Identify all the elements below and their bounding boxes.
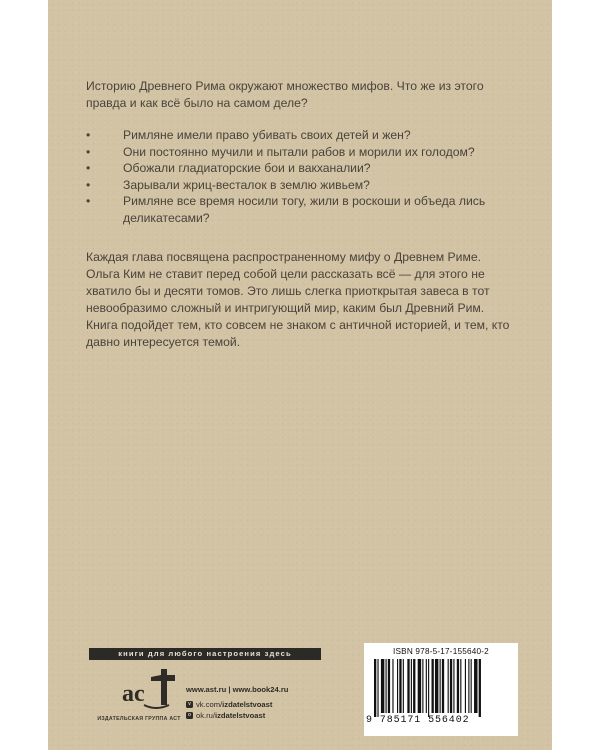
publisher-name: ИЗДАТЕЛЬСКАЯ ГРУППА АСТ <box>97 716 181 722</box>
list-item-text: Они постоянно мучили и пытали рабов и морили их голодом? <box>123 144 475 159</box>
vk-handle: izdatelstvoast <box>222 700 273 709</box>
ok-icon: o <box>187 712 192 718</box>
barcode-icon <box>374 659 510 717</box>
ast-logo-icon <box>89 667 189 715</box>
barcode-block <box>364 643 518 736</box>
vk-icon: v <box>186 701 193 708</box>
website-links[interactable]: www.ast.ru | www.book24.ru <box>186 685 289 694</box>
book-back-cover <box>48 0 552 750</box>
bullet-point: • <box>86 144 91 159</box>
ok-prefix: ok.ru/ <box>196 711 215 720</box>
bullet-point: • <box>86 161 91 175</box>
list-item <box>86 144 526 161</box>
list-item-text: Римляне все время носили тогу, жили в роскоши и объеда лись деликатесами? <box>123 194 486 225</box>
ok-handle: izdatelstvoast <box>215 711 266 720</box>
list-item-text: Обожали гладиаторские бои и вакханалии? <box>123 161 371 175</box>
ok-link[interactable] <box>186 710 356 721</box>
svg-text:ac: ac <box>122 681 145 707</box>
list-item-text: Зарывали жриц-весталок в землю живьем? <box>123 177 370 192</box>
myth-question-list <box>86 127 526 226</box>
isbn-number: ISBN 978-5-17-155640-2 <box>393 647 489 656</box>
bullet-point: • <box>86 128 91 142</box>
tagline-banner: книги для любого настроения здесь <box>89 648 321 660</box>
list-item <box>86 177 526 194</box>
list-item-text: Римляне имели право убивать своих детей и жен? <box>123 128 411 142</box>
description-paragraph: Книга подойдет тем, кто совсем не знаком с античной историей, и тем, кто давно интересуется темой. <box>86 318 510 349</box>
list-item <box>86 193 526 226</box>
description-paragraph: Каждая глава посвящена распространенному мифу о Древнем Риме. Ольга Ким не ставит перед собой цели рассказать всё — для этого не хватило бы и десяти томов. Это лишь слегка приоткрытая завеса в тот невообразимо сложный и интригующий мир, каким был Древний Рим. <box>86 250 490 315</box>
intro-paragraph <box>86 78 516 112</box>
intro-text: Историю Древнего Рима окружают множество мифов. Что же из этого правда и как всё было на самом деле? <box>86 79 484 110</box>
list-item <box>86 127 526 144</box>
publisher-links <box>186 684 356 721</box>
vk-link[interactable] <box>186 699 356 710</box>
bullet-point: • <box>86 177 91 192</box>
publisher-logo <box>89 667 189 727</box>
list-item <box>86 160 526 177</box>
book-description <box>86 249 516 351</box>
barcode-digits: 9 785171 556402 <box>366 715 470 726</box>
bullet-point: • <box>86 194 91 208</box>
vk-prefix: vk.com/ <box>196 700 223 709</box>
